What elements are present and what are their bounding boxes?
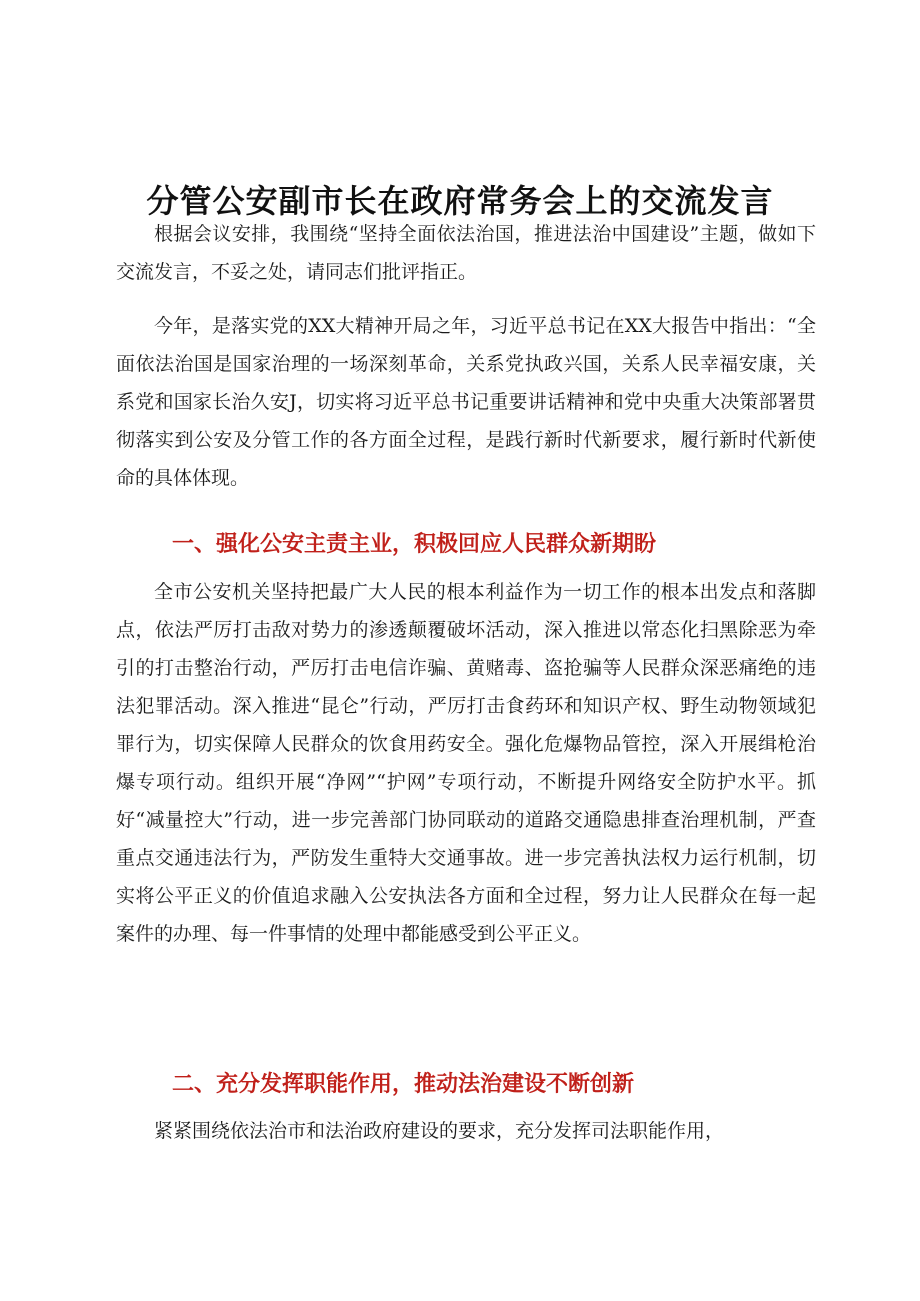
- section-body-2: 紧紧围绕依法治市和法治政府建设的要求，充分发挥司法职能作用，: [154, 1120, 725, 1142]
- intro-paragraph: 根据会议安排，我围绕“坚持全面依法治国，推进法治中国建设”主题，做如下交流发言，不妥之处，请同志们批评指正。: [116, 223, 816, 283]
- section-body-1: 全市公安机关坚持把最广大人民的根本利益作为一切工作的根本出发点和落脚点，依法严厉打击敌对势力的渗透颠覆破坏活动，深入推进以常态化扫黑除恶为牵引的打击整治行动，严厉打击电信诈骗、黄赌毒、盗抢骗等人民群众深恶痛绝的违法犯罪活动。深入推进“昆仑”行动，严厉打击食药环和知识产权、野生动物领域犯罪行为，切实保障人民群众的饮食用药安全。强化危爆物品管控，深入开展缉枪治爆专项行动。组织开展“净网”“护网”专项行动，不断提升网络安全防护水平。抓好“减量控大”行动，进一步完善部门协同联动的道路交通隐患排查治理机制，严查重点交通违法行为，严防发生重特大交通事故。进一步完善执法权力运行机制，切实将公平正义的价值追求融入公安执法各方面和全过程，努力让人民群众在每一起案件的办理、每一件事情的处理中都能感受到公平正义。: [116, 581, 816, 945]
- section-heading-2: 二、充分发挥职能作用，推动法治建设不断创新: [172, 1072, 635, 1097]
- context-paragraph: 今年，是落实党的XX大精神开局之年，习近平总书记在XX大报告中指出：“全面依法治国是国家治理的一场深刻革命，关系党执政兴国，关系人民幸福安康，关系党和国家长治久安J，切实将习近平总书记重要讲话精神和党中央重大决策部署贯彻落实到公安及分管工作的各方面全过程，是践行新时代新要求，履行新时代新使命的具体体现。: [116, 315, 816, 489]
- document-title: 分管公安副市长在政府常务会上的交流发言: [146, 182, 774, 221]
- section-heading-1: 一、强化公安主责主业，积极回应人民群众新期盼: [172, 532, 657, 557]
